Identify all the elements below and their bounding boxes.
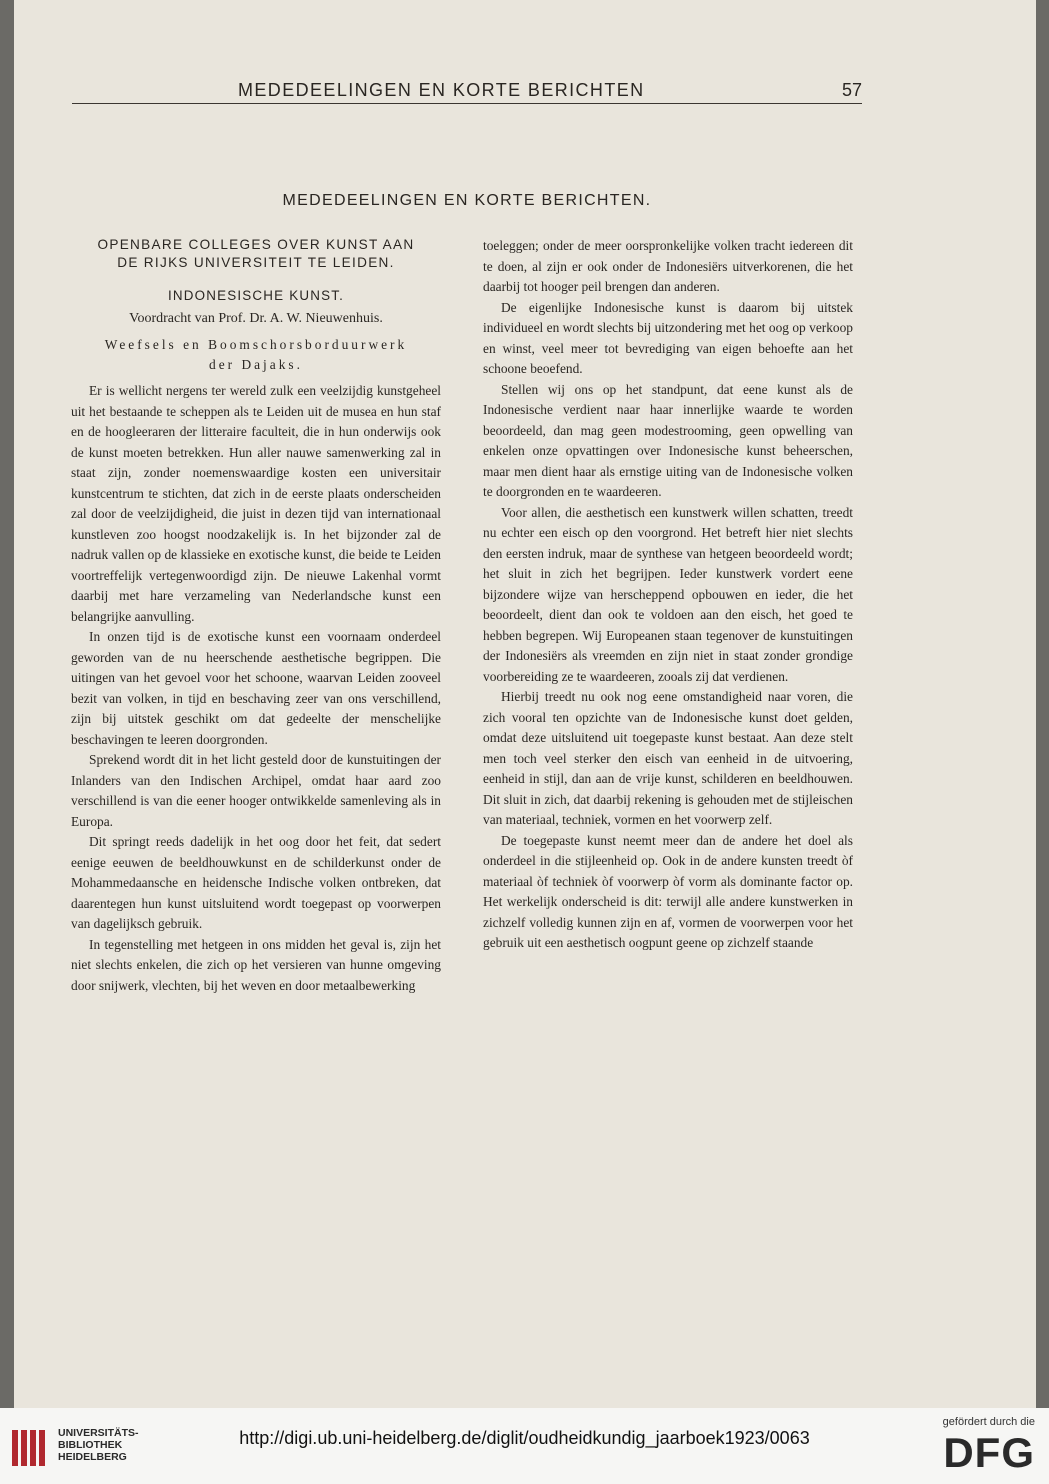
article-byline: Voordracht van Prof. Dr. A. W. Nieuwenhuis. (129, 310, 383, 326)
paragraph: De eigenlijke Indonesische kunst is daarom bij uitstek individueel en wordt slechts bij uitzondering met het oog op verkoop en winst, veel meer tot bevrediging van eigen behoefte aan het schoone beoefend. (483, 299, 853, 376)
section-title: MEDEDEELINGEN EN KORTE BERICHTEN. (282, 192, 652, 209)
right-column (483, 236, 853, 954)
paragraph: Stellen wij ons op het standpunt, dat eene kunst als de Indonesische verdient naar haar innerlijke waarde te worden beoordeeld, dan mag geen modestrooming, geen opwelling van enkelen onze opvattingen over Indonesische kunst beheerschen, maar men dient haar als ernstige uiting van de Indonesische volken te doorgronden en te waardeeren. (483, 381, 853, 499)
running-title: MEDEDEELINGEN EN KORTE BERICHTEN (238, 80, 645, 100)
paragraph: Sprekend wordt dit in het licht gesteld door de kunstuitingen der Inlanders van den Indischen Archipel, omdat haar aard zoo verschillend is van die eener hooger ontwikkelde samenleving als in Europa. (71, 752, 441, 829)
article-heading-line-1: OPENBARE COLLEGES OVER KUNST AAN (97, 237, 415, 252)
lecture-subtitle-line-1: Weefsels en Boomschorsborduurwerk (104, 337, 408, 352)
library-name: UNIVERSITÄTS- BIBLIOTHEK HEIDELBERG (58, 1427, 139, 1463)
paragraph: In onzen tijd is de exotische kunst een voornaam onderdeel geworden van de nu heerschende aesthetische begrippen. Die uitingen van het gevoel voor het schoone, waarvan Leiden zooveel bezit van volken, in tijd en beschaving zeer van ons verschillend, zijn bij uitstek geschikt om dat gedeelte der menschelijke beschavingen te leeren doorgronden. (71, 629, 441, 747)
paragraph: Hierbij treedt nu ook nog eene omstandigheid naar voren, die zich vooral ten opzichte van de Indonesische kunst doet gelden, omdat deze uitsluitend uit toegepaste kunst bestaat. Aan deze stelt men toch veel sterker den eisch van eenheid in de uitvoering, eenheid in stijl, dan aan de vrije kunst, schilderen en beeldhouwen. Dit sluit in zich, dat daarbij rekening is gehouden met de stijleischen van materiaal, techniek, vormen en het voorwerp zelf. (483, 689, 853, 827)
paragraph: Dit springt reeds dadelijk in het oog door het feit, dat sedert eenige eeuwen de beeldhouwkunst en de schilderkunst onder de Mohammedaansche en heidensche Indische volken ontbreken, dat daarentegen hun kunst uitsluitend wordt toegepast op voorwerpen van dagelijksch gebruik. (71, 834, 441, 931)
article-heading-line-2: DE RIJKS UNIVERSITEIT TE LEIDEN. (117, 255, 395, 270)
paragraph: toeleggen; onder de meer oorspronkelijke volken tracht iedereen dit te doen, al zijn er ook onder de Indonesiërs uitverkorenen, die het daarbij tot hooger peil brengen dan anderen. (483, 238, 853, 294)
lecture-subtitle-line-2: der Dajaks. (209, 357, 303, 372)
header-rule (72, 103, 862, 104)
left-column (71, 236, 441, 996)
article-heading (71, 236, 441, 272)
page-number: 57 (841, 80, 862, 100)
paragraph: De toegepaste kunst neemt meer dan de andere het doel als onderdeel in die stijleenheid op. Ook in de andere kunsten treedt òf materiaal òf techniek òf voorwerp òf vorm als dominante factor op. Het werkelijk onderscheid is dit: terwijl alle andere kunstwerken in zichzelf volledig kunnen zijn en af, vormen de voorwerpen voor het gebruik uit een aesthetisch oogpunt geene op zichzelf staande (483, 832, 853, 950)
funder-logo (915, 1416, 1035, 1482)
article-subheading: INDONESISCHE KUNST. (167, 288, 345, 303)
paragraph: Voor allen, die aesthetisch een kunstwerk willen schatten, treedt nu echter een eisch op den voorgrond. Het betreft hier niet slechts den eersten indruk, maar de synthese van hetgeen beoordeeld wordt; het sluit in zich het begrijpen. Ieder kunstwerk vordert eene bijzondere wijze van herscheppend opbouwen en ieder, die het beoordeelt, dient dan ook te voldoen aan den eisch, het goed te hebben begrepen. Wij Europeanen staan tegenover de kunstuitingen der Indonesiërs als vreemden en zijn niet in staat zonder grondige voorbereiding ze te waardeeren, zooals zij dat verdienen. (483, 504, 853, 684)
permalink-url[interactable]: http://digi.ub.uni-heidelberg.de/diglit/oudheidkundig_jaarboek1923/0063 (239, 1428, 810, 1448)
scanned-page (14, 0, 1036, 1408)
funder-name: DFG (943, 1429, 1035, 1476)
paragraph: Er is wellicht nergens ter wereld zulk een veelzijdig kunstgeheel uit het bestaande te scheppen als te Leiden uit de musea en hun staf en de hoogleeraren der litteraire faculteit, die in hun onderwijs ook de kunst moeten betrekken. Hun aller nauwe samenwerking zal in staat zijn, zonder noemenswaardige kosten een universitair kunstcentrum te stichten, dat zich in de eerste plaats onderscheiden zal door de veelzijdigheid, die juist in dezen tijd van internationaal kunstleven zoo hoogst noodzakelijk is. In het bijzonder zal de nadruk vallen op de klassieke en exotische kunst, die beide te Leiden voortreffelijk vertegenwoordigd zijn. De nieuwe Lakenhal vormt daarbij met hare verzameling van Nederlandsche kunst een belangrijke aanvulling. (71, 383, 441, 624)
lecture-subtitle (71, 335, 441, 375)
viewer-footer (0, 1408, 1049, 1484)
paragraph: In tegenstelling met hetgeen in ons midden het geval is, zijn het niet slechts enkelen, die zich op het versieren van hunne omgeving door snijwerk, vlechten, bij het weven en door metaalbewerking (71, 936, 441, 993)
funding-note: gefördert durch die (942, 1416, 1035, 1428)
